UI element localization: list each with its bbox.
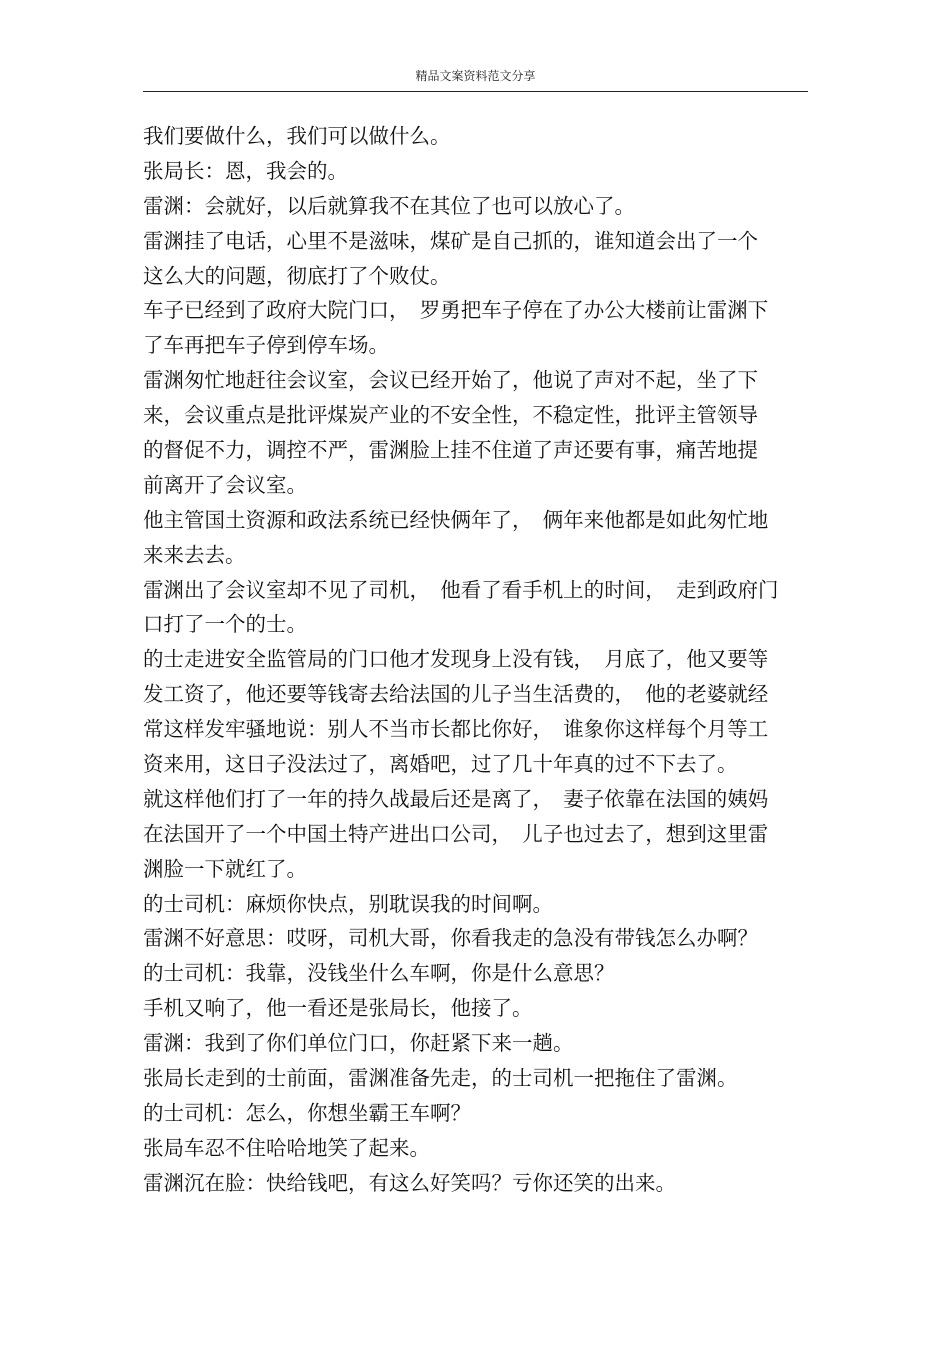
text-line: 了车再把车子停到停车场。 bbox=[143, 333, 389, 358]
text-line: 渊脸一下就红了。 bbox=[143, 856, 307, 881]
text-line: 张局长：恩，我会的。 bbox=[143, 158, 348, 183]
text-line: 口打了一个的士。 bbox=[143, 612, 307, 637]
text-line: 前离开了会议室。 bbox=[143, 472, 307, 497]
text-line: 雷渊不好意思：哎呀，司机大哥，你看我走的急没有带钱怎么办啊？ bbox=[143, 926, 758, 951]
header-rule bbox=[143, 91, 808, 92]
text-line: 车子已经到了政府大院门口， 罗勇把车子停在了办公大楼前让雷渊下 bbox=[143, 298, 769, 323]
text-line: 的士司机：麻烦你快点，别耽误我的时间啊。 bbox=[143, 891, 553, 916]
text-line: 就这样他们打了一年的持久战最后还是离了， 妻子依靠在法国的姨妈 bbox=[143, 786, 769, 811]
text-line: 的士司机：怎么，你想坐霸王车啊？ bbox=[143, 1100, 471, 1125]
text-line: 雷渊匆忙地赶往会议室，会议已经开始了，他说了声对不起，坐了下 bbox=[143, 368, 758, 393]
text-line: 雷渊：我到了你们单位门口，你赶紧下来一趟。 bbox=[143, 1031, 574, 1056]
text-line: 来，会议重点是批评煤炭产业的不安全性，不稳定性，批评主管领导 bbox=[143, 403, 758, 428]
text-line: 雷渊挂了电话，心里不是滋味，煤矿是自己抓的，谁知道会出了一个 bbox=[143, 228, 758, 253]
page-header: 精品文案资料范文分享 bbox=[415, 69, 536, 83]
text-line: 雷渊出了会议室却不见了司机， 他看了看手机上的时间， 走到政府门 bbox=[143, 577, 779, 602]
text-line: 这么大的问题，彻底打了个败仗。 bbox=[143, 263, 451, 288]
text-line: 来来去去。 bbox=[143, 542, 246, 567]
text-line: 张局长走到的士前面，雷渊准备先走，的士司机一把拖住了雷渊。 bbox=[143, 1066, 738, 1091]
text-line: 的士司机：我靠，没钱坐什么车啊，你是什么意思？ bbox=[143, 961, 615, 986]
text-line: 手机又响了，他一看还是张局长，他接了。 bbox=[143, 996, 533, 1021]
text-line: 常这样发牢骚地说：别人不当市长都比你好， 谁象你这样每个月等工 bbox=[143, 717, 769, 742]
text-line: 在法国开了一个中国土特产进出口公司， 儿子也过去了，想到这里雷 bbox=[143, 821, 769, 846]
body-text bbox=[143, 119, 808, 1201]
text-line: 雷渊沉在脸：快给钱吧，有这么好笑吗？亏你还笑的出来。 bbox=[143, 1170, 676, 1195]
text-line: 雷渊：会就好，以后就算我不在其位了也可以放心了。 bbox=[143, 193, 635, 218]
text-line: 的督促不力，调控不严，雷渊脸上挂不住道了声还要有事，痛苦地提 bbox=[143, 438, 758, 463]
text-line: 他主管国土资源和政法系统已经快俩年了， 俩年来他都是如此匆忙地 bbox=[143, 507, 769, 532]
text-line: 的士走进安全监管局的门口他才发现身上没有钱， 月底了，他又要等 bbox=[143, 647, 769, 672]
text-line: 发工资了，他还要等钱寄去给法国的儿子当生活费的， 他的老婆就经 bbox=[143, 682, 769, 707]
text-line: 我们要做什么，我们可以做什么。 bbox=[143, 124, 451, 148]
text-line: 张局车忍不住哈哈地笑了起来。 bbox=[143, 1135, 430, 1160]
text-line: 资来用，这日子没法过了，离婚吧，过了几十年真的过不下去了。 bbox=[143, 752, 738, 777]
